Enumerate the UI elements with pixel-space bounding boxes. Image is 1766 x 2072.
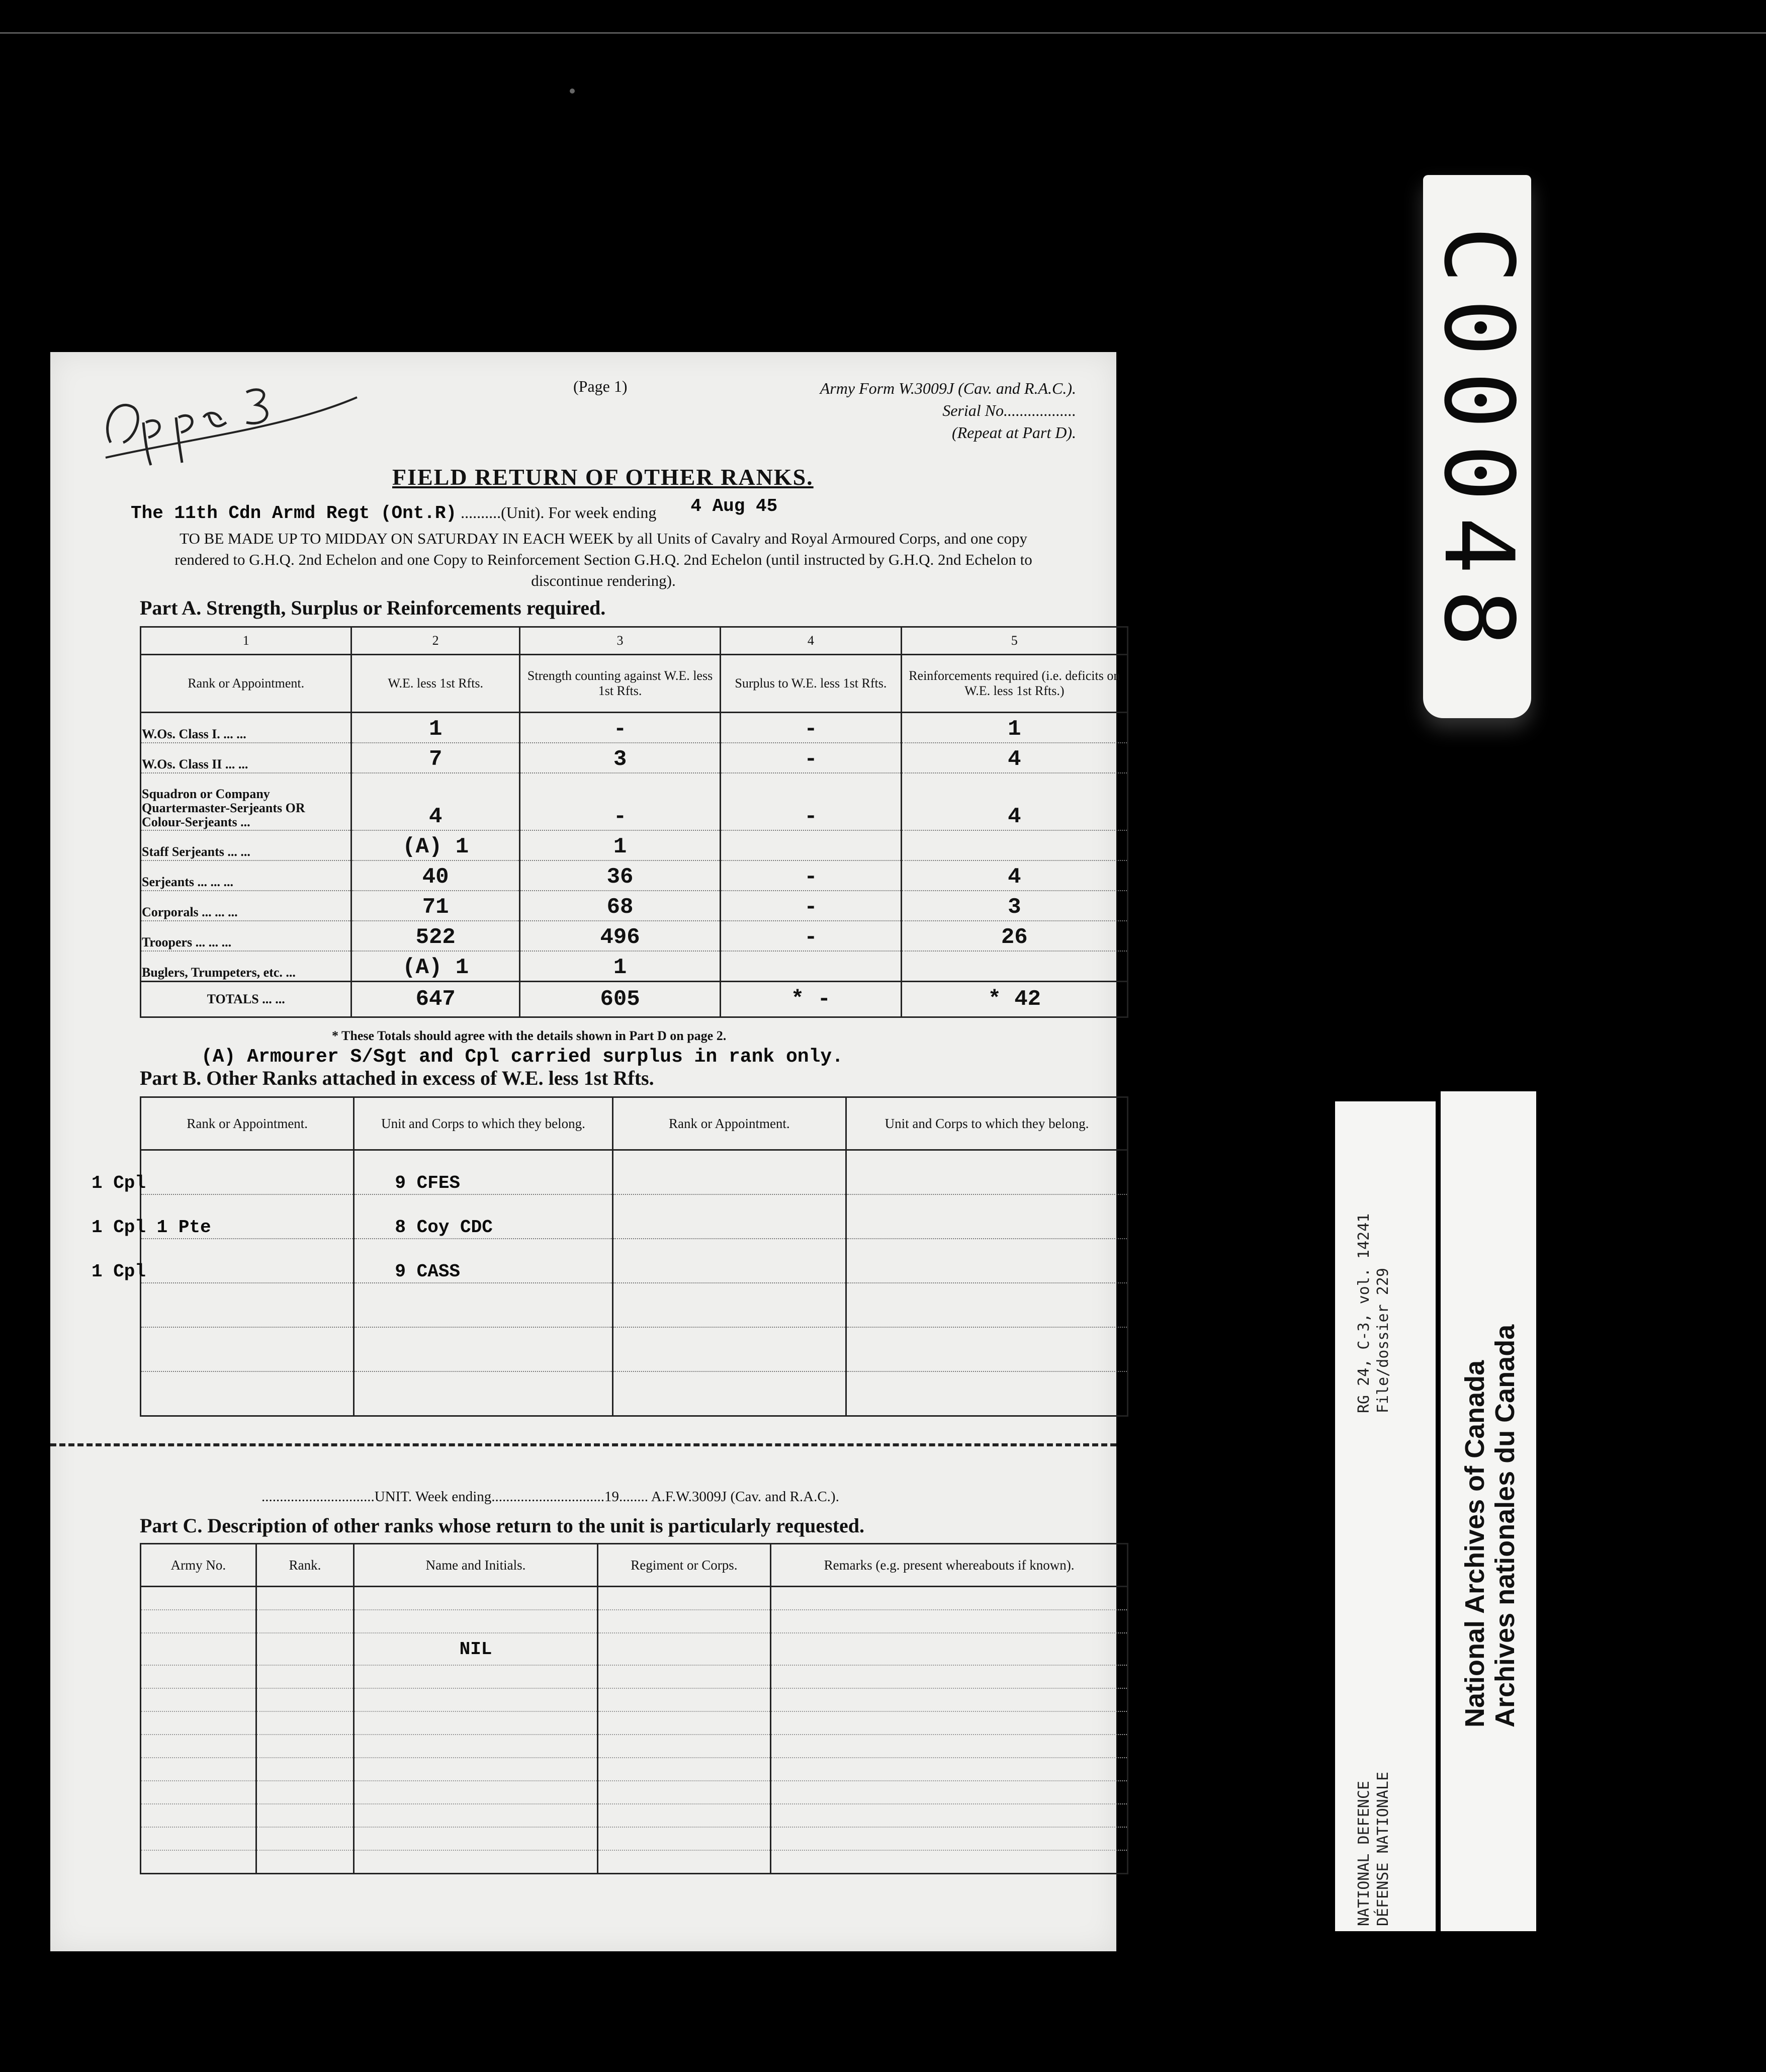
we-cell: 522 bbox=[351, 921, 519, 951]
strength-cell: 496 bbox=[519, 921, 720, 951]
army-form-number: Army Form W.3009J (Cav. and R.A.C.). bbox=[820, 379, 1076, 397]
part-c-unit-line: ...............................UNIT. Week ending...............................19........ A.F.W.3009J (Cav. and R.A.C.). bbox=[261, 1489, 839, 1505]
table-row bbox=[141, 713, 1128, 743]
table-row bbox=[141, 951, 1128, 982]
empty-cell bbox=[612, 1239, 846, 1283]
we-total: 647 bbox=[351, 982, 519, 1017]
top-rule bbox=[0, 32, 1766, 34]
rank-cell: Troopers ... ... ... bbox=[141, 921, 351, 951]
col-header: Strength counting against W.E. less 1st Rfts. bbox=[519, 655, 720, 713]
rank-cell: 1 Cpl bbox=[141, 1239, 354, 1283]
unit-cell: 9 CASS bbox=[354, 1239, 612, 1283]
rank-cell: 1 Cpl bbox=[141, 1150, 354, 1195]
dept-fr: DÉFENSE NATIONALE bbox=[1374, 1771, 1392, 1926]
archives-name-en: National Archives of Canada bbox=[1460, 1360, 1490, 1728]
dept-en: NATIONAL DEFENCE bbox=[1355, 1781, 1373, 1926]
reference-label bbox=[1335, 1101, 1436, 1931]
we-cell: 4 bbox=[351, 773, 519, 830]
archives-label bbox=[1441, 1091, 1536, 1931]
unit-value: The 11th Cdn Armd Regt (Ont.R) bbox=[131, 503, 457, 524]
table-row bbox=[141, 921, 1128, 951]
frame-number-strip bbox=[1423, 175, 1534, 718]
table-row bbox=[141, 1283, 1128, 1327]
surplus-cell: - bbox=[721, 773, 901, 830]
we-cell: 1 bbox=[351, 713, 519, 743]
reinforcements-cell bbox=[901, 951, 1127, 982]
totals-label: TOTALS ... ... bbox=[141, 982, 351, 1017]
surplus-cell: - bbox=[721, 891, 901, 921]
table-row bbox=[141, 1150, 1128, 1195]
surplus-cell bbox=[721, 951, 901, 982]
annotation-a: (A) Armourer S/Sgt and Cpl carried surplus in rank only. bbox=[201, 1046, 844, 1068]
col-header: Remarks (e.g. present whereabouts if known). bbox=[771, 1544, 1128, 1587]
serial-number: Serial No.................. bbox=[942, 401, 1076, 419]
reinforcements-cell: 26 bbox=[901, 921, 1127, 951]
handwritten-annotation bbox=[96, 367, 367, 468]
empty-cell bbox=[612, 1194, 846, 1239]
col-number: 2 bbox=[351, 627, 519, 655]
table-row bbox=[141, 1327, 1128, 1371]
reinforcements-cell: 4 bbox=[901, 860, 1127, 891]
reinforcements-cell: 1 bbox=[901, 713, 1127, 743]
strength-cell: 1 bbox=[519, 830, 720, 860]
unit-suffix: ..........(Unit). For week ending bbox=[461, 503, 657, 522]
form-number-block bbox=[820, 377, 1076, 444]
part-c-table bbox=[140, 1543, 1128, 1874]
col-header: Rank or Appointment. bbox=[612, 1097, 846, 1150]
we-cell: (A) 1 bbox=[351, 951, 519, 982]
rank-cell: 1 Cpl 1 Pte bbox=[141, 1194, 354, 1239]
form-title: FIELD RETURN OF OTHER RANKS. bbox=[392, 464, 814, 490]
strength-cell: 3 bbox=[519, 743, 720, 773]
part-c-heading: Part C. Description of other ranks whose return to the unit is particularly requested. bbox=[140, 1514, 865, 1537]
we-cell: 40 bbox=[351, 860, 519, 891]
repeat-note: (Repeat at Part D). bbox=[951, 423, 1076, 442]
rank-cell: Buglers, Trumpeters, etc. ... bbox=[141, 951, 351, 982]
reinforcements-cell bbox=[901, 830, 1127, 860]
we-cell: 71 bbox=[351, 891, 519, 921]
col-number: 5 bbox=[901, 627, 1127, 655]
empty-cell bbox=[846, 1239, 1127, 1283]
col-header: Unit and Corps to which they belong. bbox=[846, 1097, 1127, 1150]
col-header: Unit and Corps to which they belong. bbox=[354, 1097, 612, 1150]
part-a-heading: Part A. Strength, Surplus or Reinforcements required. bbox=[140, 596, 606, 619]
col-header: Rank. bbox=[256, 1544, 354, 1587]
header-row bbox=[141, 1544, 1128, 1587]
column-number-row bbox=[141, 627, 1128, 655]
rank-cell: Squadron or Company Quartermaster-Serjeants OR Colour-Serjeants ... bbox=[141, 773, 351, 830]
surplus-cell: - bbox=[721, 713, 901, 743]
rank-cell: W.Os. Class I. ... ... bbox=[141, 713, 351, 743]
table-row bbox=[141, 1194, 1128, 1239]
strength-cell: - bbox=[519, 713, 720, 743]
frame-number: C00048 bbox=[1423, 226, 1534, 662]
empty-cell bbox=[846, 1194, 1127, 1239]
col-header: Reinforcements required (i.e. deficits on W.E. less 1st Rfts.) bbox=[901, 655, 1127, 713]
archives-name-fr: Archives nationales du Canada bbox=[1490, 1324, 1520, 1728]
table-row bbox=[141, 891, 1128, 921]
col-number: 4 bbox=[721, 627, 901, 655]
reinforcements-cell: 3 bbox=[901, 891, 1127, 921]
reinforcements-total: * 42 bbox=[901, 982, 1127, 1017]
reinforcements-cell: 4 bbox=[901, 743, 1127, 773]
surplus-cell: - bbox=[721, 743, 901, 773]
col-header: Surplus to W.E. less 1st Rfts. bbox=[721, 655, 901, 713]
page-number: (Page 1) bbox=[573, 377, 628, 395]
surplus-cell: - bbox=[721, 860, 901, 891]
col-header: W.E. less 1st Rfts. bbox=[351, 655, 519, 713]
rank-cell: Staff Serjeants ... ... bbox=[141, 830, 351, 860]
header-row bbox=[141, 1097, 1128, 1150]
we-cell: (A) 1 bbox=[351, 830, 519, 860]
rank-cell: W.Os. Class II ... ... bbox=[141, 743, 351, 773]
perforation-line bbox=[50, 1443, 1116, 1446]
surplus-cell: - bbox=[721, 921, 901, 951]
we-cell: 7 bbox=[351, 743, 519, 773]
part-b-heading: Part B. Other Ranks attached in excess of W.E. less 1st Rfts. bbox=[140, 1067, 654, 1089]
form-page bbox=[50, 352, 1120, 1951]
rank-cell: Serjeants ... ... ... bbox=[141, 860, 351, 891]
strength-cell: - bbox=[519, 773, 720, 830]
part-b-table bbox=[92, 1096, 1128, 1417]
strength-cell: 1 bbox=[519, 951, 720, 982]
reinforcements-cell: 4 bbox=[901, 773, 1127, 830]
col-header: Army No. bbox=[141, 1544, 256, 1587]
table-row bbox=[141, 1371, 1128, 1416]
part-a-table bbox=[140, 626, 1128, 1018]
col-header: Name and Initials. bbox=[354, 1544, 597, 1587]
empty-cell bbox=[846, 1150, 1127, 1195]
instructions: TO BE MADE UP TO MIDDAY ON SATURDAY IN EACH WEEK by all Units of Cavalry and Royal Armoured Corps, and one copy rendered to G.H.Q. 2nd Echelon and one Copy to Reinforcement Section G.H.Q. 2nd Echelon (until instructed by G.H.Q. 2nd Echelon to discontinue rendering). bbox=[174, 530, 1032, 589]
totals-row bbox=[141, 982, 1128, 1017]
col-header: Rank or Appointment. bbox=[141, 655, 351, 713]
strength-cell: 36 bbox=[519, 860, 720, 891]
table-row bbox=[141, 743, 1128, 773]
speck bbox=[570, 89, 575, 94]
header-row bbox=[141, 655, 1128, 713]
col-number: 1 bbox=[141, 627, 351, 655]
strength-cell: 68 bbox=[519, 891, 720, 921]
strength-total: 605 bbox=[519, 982, 720, 1017]
unit-line bbox=[131, 496, 778, 524]
surplus-cell bbox=[721, 830, 901, 860]
col-header: Rank or Appointment. bbox=[141, 1097, 354, 1150]
nil-entry: NIL bbox=[354, 1633, 597, 1665]
unit-cell: 9 CFES bbox=[354, 1150, 612, 1195]
rank-cell: Corporals ... ... ... bbox=[141, 891, 351, 921]
surplus-total: * - bbox=[721, 982, 901, 1017]
col-number: 3 bbox=[519, 627, 720, 655]
unit-cell: 8 Coy CDC bbox=[354, 1194, 612, 1239]
week-ending-value: 4 Aug 45 bbox=[690, 496, 778, 516]
table-row bbox=[141, 830, 1128, 860]
table-row bbox=[141, 860, 1128, 891]
empty-cell bbox=[612, 1150, 846, 1195]
record-group: RG 24, C-3, vol. 14241 bbox=[1355, 1213, 1373, 1413]
file-dossier: File/dossier 229 bbox=[1374, 1268, 1392, 1413]
totals-footnote: * These Totals should agree with the details shown in Part D on page 2. bbox=[332, 1028, 727, 1043]
table-row bbox=[141, 773, 1128, 830]
col-header: Regiment or Corps. bbox=[597, 1544, 771, 1587]
table-row bbox=[141, 1239, 1128, 1283]
